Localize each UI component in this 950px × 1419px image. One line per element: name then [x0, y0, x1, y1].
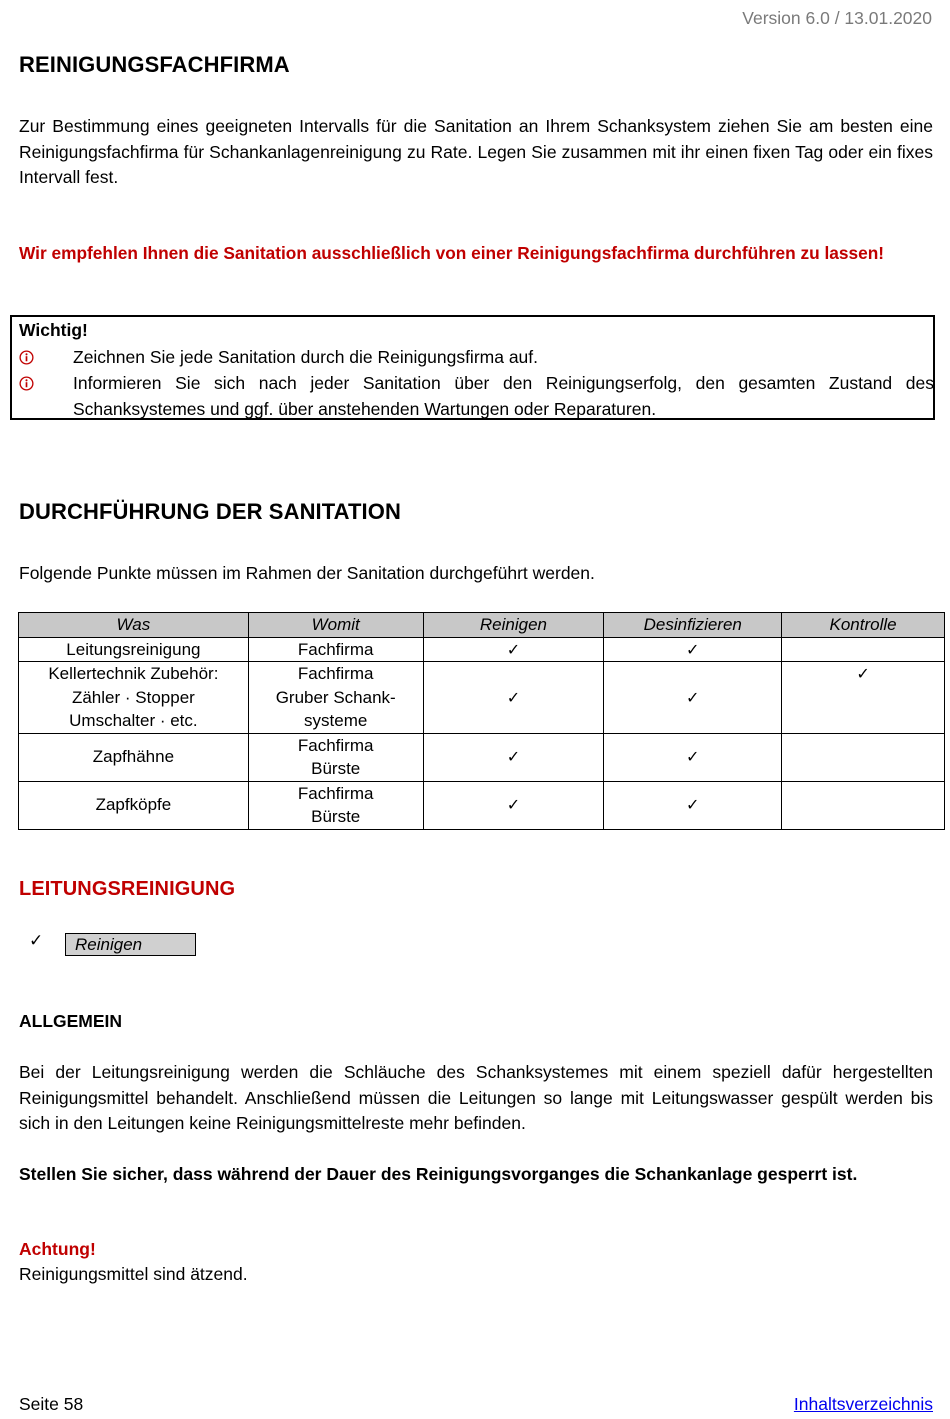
cell-text: Fachfirma [297, 735, 374, 755]
col-header-reinigen: Reinigen [423, 613, 604, 638]
check-icon: ✓ [29, 931, 44, 951]
cell-text: Zapfköpfe [95, 795, 172, 815]
col-header-was: Was [19, 613, 249, 638]
cell-reinigen [423, 662, 604, 734]
cell-text: Bürste [311, 759, 361, 778]
check-icon: ✓ [506, 795, 521, 815]
cell-was [19, 662, 249, 734]
check-icon: ✓ [506, 687, 521, 707]
cell-text: Umschalter · etc. [69, 711, 198, 730]
cell-text: Fachfirma [297, 639, 374, 659]
table-row [19, 637, 945, 662]
cell-text: Leitungsreinigung [66, 639, 201, 659]
cell-text: Fachfirma [297, 664, 374, 683]
table-intro: Folgende Punkte müssen im Rahmen der Sanitation durchgeführt werden. [19, 563, 595, 583]
cell-reinigen [423, 637, 604, 662]
col-header-womit: Womit [248, 613, 423, 638]
cell-text: Fachfirma [297, 783, 374, 803]
leitungsreinigung-paragraph: Bei der Leitungsreinigung werden die Schläuche des Schanksystemes mit einem speziell dafür hergestellten Reinigungsmittel behandelt. Anschließend müssen die Leitungen so lange mit Leitungswasser gespült werden bis sich in den Leitungen keine Reinigungsmittelreste mehr befinden. [19, 1062, 933, 1133]
col-header-desinfizieren: Desinfizieren [604, 613, 782, 638]
cell-desinfizieren [604, 781, 782, 829]
important-item [19, 345, 934, 371]
recommendation-text: Wir empfehlen Ihnen die Sanitation ausschließlich von einer Reinigungsfachfirma durchführen zu lassen! [19, 243, 885, 263]
col-header-kontrolle: Kontrolle [782, 613, 945, 638]
cell-reinigen [423, 781, 604, 829]
important-title: Wichtig! [19, 320, 88, 340]
check-icon: ✓ [506, 639, 521, 659]
cell-womit [248, 733, 423, 781]
cell-text: Kellertechnik Zubehör: [48, 664, 219, 683]
bold-note: Stellen Sie sicher, dass während der Dauer des Reinigungsvorganges die Schankanlage gesperrt ist. [19, 1164, 858, 1184]
cell-kontrolle [782, 637, 945, 662]
section-title-reinigungsfachfirma: REINIGUNGSFACHFIRMA [19, 52, 290, 77]
check-icon: ✓ [686, 795, 700, 815]
table-row [19, 662, 945, 734]
toc-link[interactable]: Inhaltsverzeichnis [793, 1394, 933, 1414]
cell-text: Gruber Schank- [275, 687, 396, 707]
section-title-durchfuehrung: DURCHFÜHRUNG DER SANITATION [19, 499, 401, 524]
subtitle-allgemein: ALLGEMEIN [19, 1011, 123, 1031]
table-header-row [19, 613, 945, 638]
check-icon: ✓ [686, 639, 700, 659]
section-title-leitungsreinigung: LEITUNGSREINIGUNG [19, 878, 236, 900]
table-row [19, 781, 945, 829]
warning-text: Reinigungsmittel sind ätzend. [19, 1264, 248, 1284]
cell-was [19, 637, 249, 662]
sanitation-table [18, 612, 945, 830]
warning-title: Achtung! [19, 1239, 96, 1259]
check-icon: ✓ [856, 664, 870, 683]
important-item-text: Informieren Sie sich nach jeder Sanitation über den Reinigungserfolg, den gesamten Zustand des Schanksystemes und ggf. über anstehenden Wartungen oder Reparaturen. [73, 373, 934, 419]
check-icon: ✓ [506, 747, 521, 767]
info-circle-icon [19, 376, 34, 391]
cell-desinfizieren [604, 662, 782, 734]
cell-kontrolle [782, 781, 945, 829]
cell-desinfizieren [604, 637, 782, 662]
cell-text: systeme [304, 711, 368, 730]
cell-text: Zapfhähne [92, 747, 175, 767]
cell-text: Zähler · Stopper [71, 687, 195, 707]
check-icon: ✓ [686, 687, 700, 707]
cell-kontrolle [782, 733, 945, 781]
reinigen-tag: Reinigen [65, 933, 196, 956]
important-item [19, 371, 934, 422]
important-box [10, 315, 935, 420]
cell-kontrolle [782, 662, 945, 734]
cell-womit [248, 662, 423, 734]
document-version: Version 6.0 / 13.01.2020 [742, 8, 932, 28]
cell-desinfizieren [604, 733, 782, 781]
cell-reinigen [423, 733, 604, 781]
important-item-text: Zeichnen Sie jede Sanitation durch die Reinigungsfirma auf. [73, 347, 539, 367]
page-number: Seite 58 [19, 1394, 84, 1414]
cell-womit [248, 637, 423, 662]
table-row [19, 733, 945, 781]
cell-was [19, 733, 249, 781]
cell-was [19, 781, 249, 829]
check-icon: ✓ [686, 747, 700, 767]
info-circle-icon [19, 350, 34, 365]
intro-paragraph: Zur Bestimmung eines geeigneten Intervalls für die Sanitation an Ihrem Schanksystem ziehen Sie am besten eine Reinigungsfachfirma für Schankanlagenreinigung zu Rate. Legen Sie zusammen mit ihr einen fixen Tag oder ein fixes Intervall fest. [19, 116, 933, 187]
cell-text: Bürste [311, 807, 361, 826]
cell-womit [248, 781, 423, 829]
